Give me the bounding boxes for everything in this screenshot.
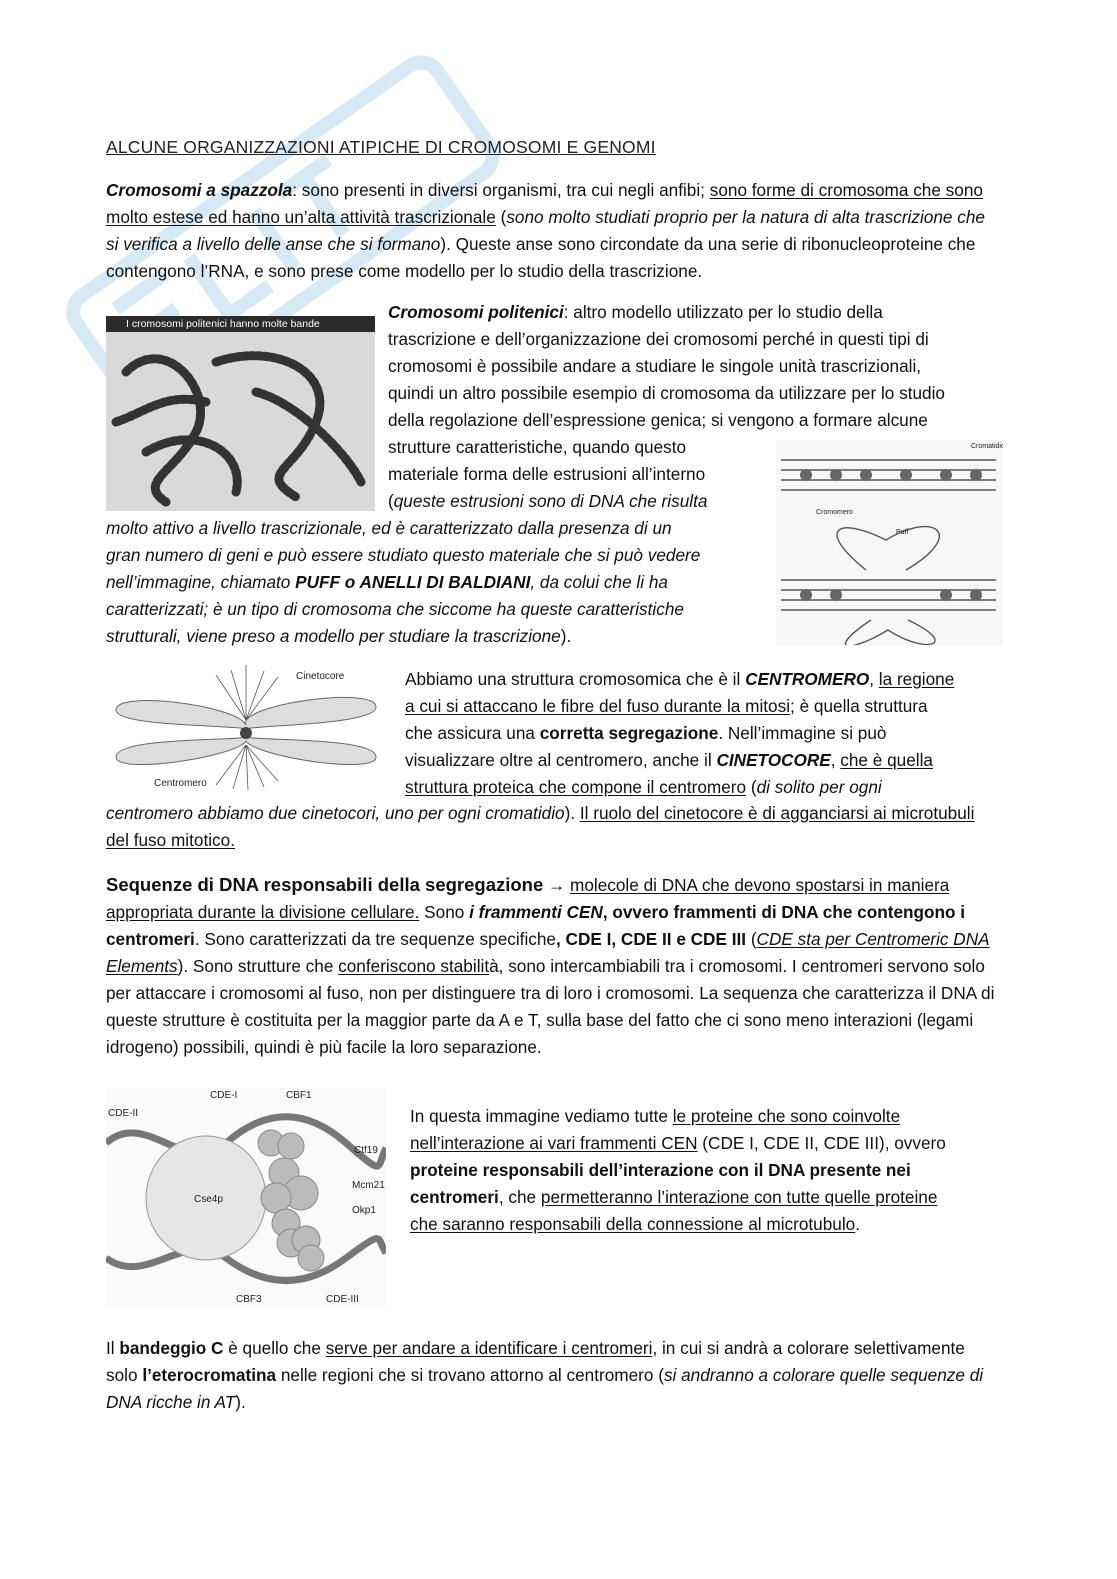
centromere-diagram [106, 665, 386, 790]
term-brush-chromosomes: Cromosomi a spazzola [106, 180, 293, 200]
paragraph-c-banding: Il bandeggio C è quello che serve per andare a identificare i centromeri, in cui si andrà a colorare selettivamente solo l’eterocromatina nelle regioni che si trovano attorno al centromero (si andranno a colorare quelle sequenze di DNA ricche in AT). [106, 1338, 984, 1412]
figure-cen-proteins [106, 1088, 386, 1306]
paragraph-brush-chromosomes: Cromosomi a spazzola: sono presenti in diversi organismi, tra cui negli anfibi; sono forme di cromosoma che sono molto estese ed hanno un’alta attività trascrizionale (sono molto studiati proprio per la natura di alta trascrizione che si verifica a livello delle anse che si formano). Queste anse sono circondate da una serie di ribonucleoproteine che contengono l’RNA, e sono prese come modello per lo studio della trascrizione. [106, 180, 985, 281]
label-cde-i: CDE-I [210, 1090, 238, 1101]
label-mcm21: Mcm21 [352, 1180, 385, 1191]
paragraph-polytene-part2: molto attivo a livello trascrizionale, ed è caratterizzato dalla presenza di un gran numero di geni e può essere studiato questo materiale che si può vedere nell’immagine, chiamato PUFF o ANELLI DI BALDIANI, da colui che li ha caratterizzati; è un tipo di cromosoma che siccome ha queste caratteristiche strutturali, viene preso a modello per studiare la trascrizione). [106, 518, 701, 646]
puff-diagram [776, 440, 1003, 645]
term-cinetocore: CINETOCORE [716, 750, 831, 770]
term-polytene-chromosomes: Cromosomi politenici [388, 302, 564, 322]
label-okp1: Okp1 [352, 1205, 376, 1216]
label-cde-iii: CDE-III [326, 1294, 359, 1305]
paragraph-centromere-part2: centromero abbiamo due cinetocori, uno per ogni cromatidio). Il ruolo del cinetocore è di agganciarsi ai microtubuli del fuso mitotico. [106, 803, 975, 850]
paragraph-polytene-part1: Cromosomi politenici: altro modello utilizzato per lo studio della trascrizione e dell’organizzazione dei cromosomi perché in questi tipi di cromosomi è possibile andare a studiare le singole unità trascrizionali, quindi un altro possibile esempio di cromosoma da utilizzare per lo studio della regolazione dell’espressione genica; si vengono a formare alcune strutture caratteristiche, quando questo materiale forma delle estrusioni all’interno (queste estrusioni sono di DNA che risulta [388, 302, 945, 511]
cen-protein-diagram [106, 1088, 386, 1306]
paragraph-segregation-sequences: Sequenze di DNA responsabili della segregazione → molecole di DNA che devono spostarsi in maniera appropriata durante la divisione cellulare. Sono i frammenti CEN, ovvero frammenti di DNA che contengono i centromeri. Sono caratterizzati da tre sequenze specifiche, CDE I, CDE II e CDE III (CDE sta per Centromeric DNA Elements). Sono strutture che conferiscono stabilità, sono intercambiabili tra i cromosomi. I centromeri servono solo per attaccare i cromosomi al fuso, non per distinguere tra di loro i cromosomi. La sequenza che caratterizza il DNA di queste strutture è costituita per la maggior parte da A e T, sulla base del fatto che ci sono meno interazioni (legami idrogeno) possibili, quindi è più facile la loro separazione. [106, 874, 995, 1057]
label-centromere: Centromero [154, 778, 207, 789]
label-ctf19: Ctf19 [354, 1145, 378, 1156]
label-chromomere: Cromomero [816, 509, 853, 516]
figure-centromere [106, 665, 386, 790]
polytene-image [106, 332, 375, 511]
label-cbf1: CBF1 [286, 1090, 312, 1101]
figure-caption: I cromosomi politenici hanno molte bande [106, 316, 375, 332]
label-puff: Puff [896, 529, 909, 536]
figure-puff-diagram [776, 440, 1003, 645]
label-cse4p: Cse4p [194, 1194, 223, 1205]
page-title: ALCUNE ORGANIZZAZIONI ATIPICHE DI CROMOSOMI E GENOMI [106, 137, 656, 157]
label-cbf3: CBF3 [236, 1294, 262, 1305]
label-chromatid: Cromatidio [971, 443, 1003, 450]
heading-segregation: Sequenze di DNA responsabili della segregazione [106, 874, 544, 895]
term-puff: PUFF o ANELLI DI BALDIANI [295, 572, 531, 592]
figure-polytene-chromosomes [106, 316, 375, 511]
paragraph-cen-proteins: In questa immagine vediamo tutte le proteine che sono coinvolte nell’interazione ai vari frammenti CEN (CDE I, CDE II, CDE III), ovvero proteine responsabili dell’interazione con il DNA presente nei centromeri, che permetteranno l’interazione con tutte quelle proteine che saranno responsabili della connessione al microtubulo. [410, 1106, 946, 1234]
label-kinetochore: Cinetocore [296, 671, 345, 682]
term-centromero: CENTROMERO [745, 669, 870, 689]
label-cde-ii: CDE-II [108, 1108, 138, 1119]
paragraph-centromere-part1: Abbiamo una struttura cromosomica che è il CENTROMERO, la regione a cui si attaccano le fibre del fuso durante la mitosi; è quella struttura che assicura una corretta segregazione. Nell’immagine si può visualizzare oltre al centromero, anche il CINETOCORE, che è quella struttura proteica che compone il centromero (di solito per ogni [405, 669, 955, 797]
